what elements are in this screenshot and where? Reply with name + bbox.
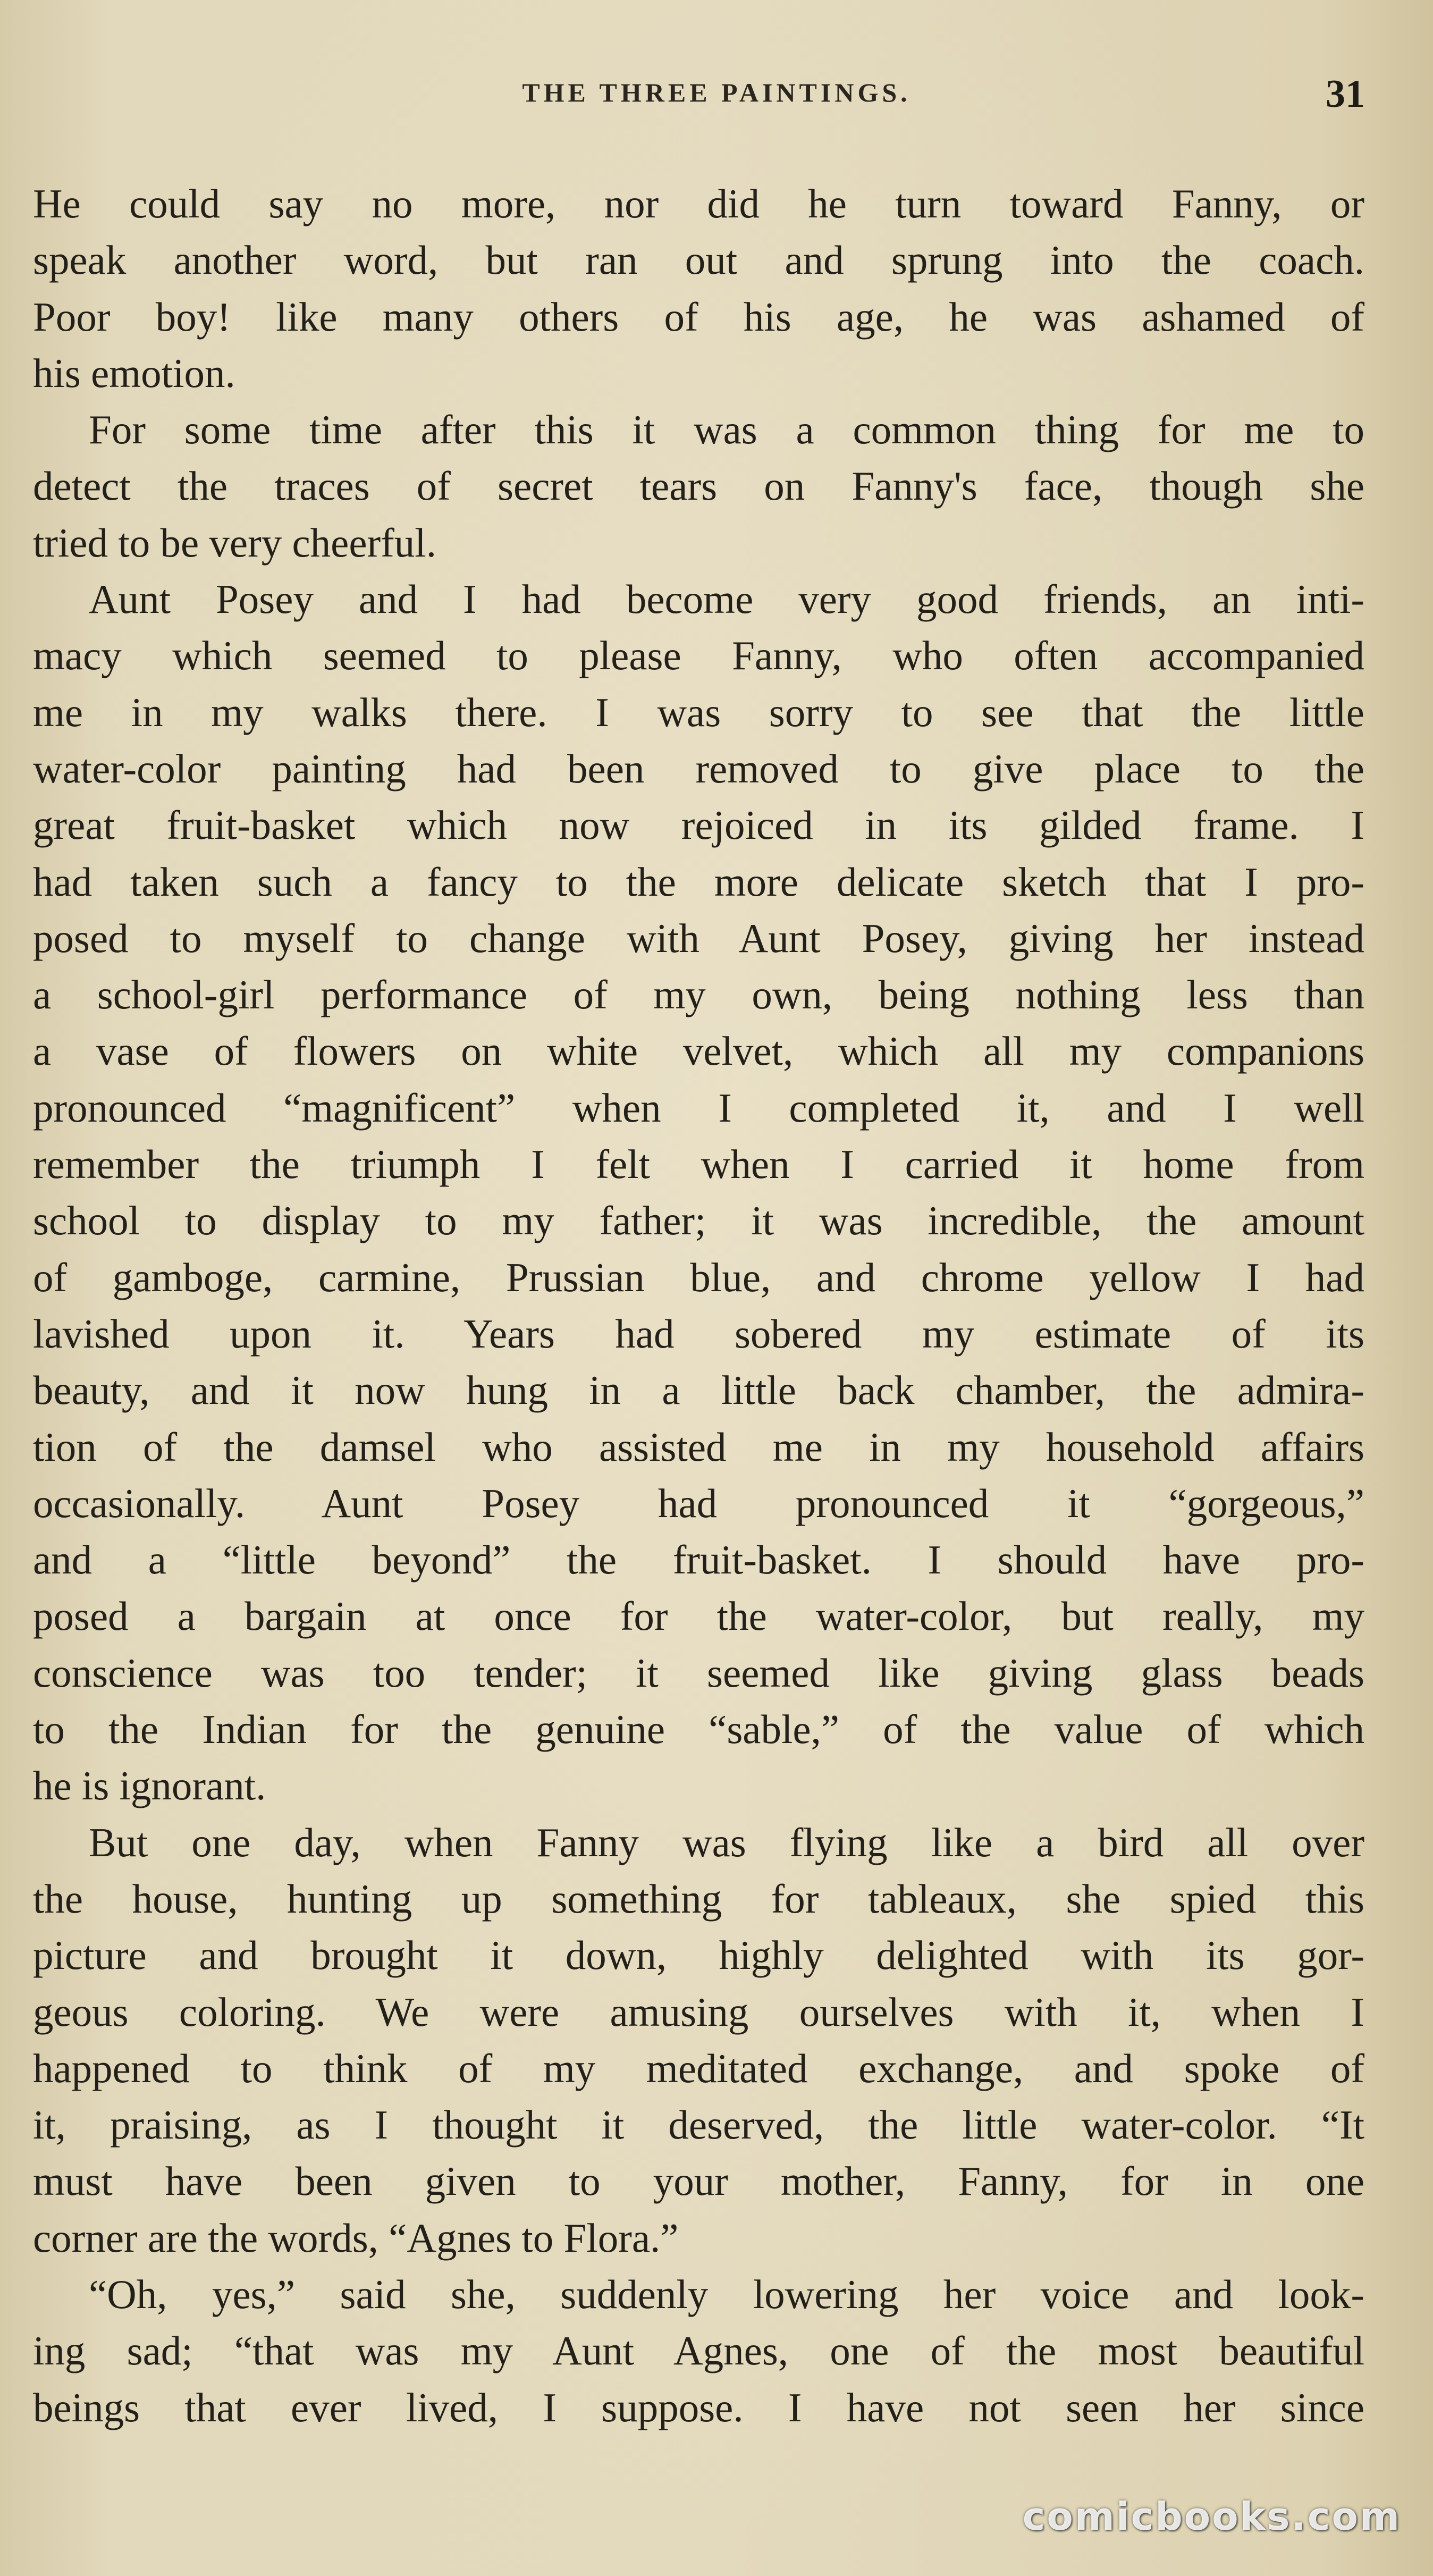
text-line: school to display to my father; it was incredible, the amount bbox=[33, 1198, 1364, 1244]
watermark: comicbooks.com bbox=[1022, 2494, 1401, 2539]
text-line: it, praising, as I thought it deserved, the little water-color. “It bbox=[33, 2102, 1364, 2148]
text-line: remember the triumph I felt when I carried it home from bbox=[33, 1141, 1364, 1188]
text-line: a vase of flowers on white velvet, which all my companions bbox=[33, 1028, 1364, 1074]
text-line: speak another word, but ran out and sprung into the coach. bbox=[33, 237, 1364, 283]
text-line: posed a bargain at once for the water-color, but really, my bbox=[33, 1593, 1364, 1639]
text-line: Poor boy! like many others of his age, he was ashamed of bbox=[33, 293, 1364, 340]
text-line: his emotion. bbox=[33, 350, 235, 396]
page-header bbox=[0, 72, 1433, 125]
text-line: must have been given to your mother, Fanny, for in one bbox=[33, 2158, 1364, 2204]
page-number: 31 bbox=[1326, 72, 1365, 116]
text-line: ing sad; “that was my Aunt Agnes, one of the most beautiful bbox=[33, 2328, 1364, 2374]
text-line: he is ignorant. bbox=[33, 1763, 266, 1809]
text-line: lavished upon it. Years had sobered my estimate of its bbox=[33, 1310, 1364, 1357]
text-line: pronounced “magnificent” when I completed it, and I well bbox=[33, 1084, 1364, 1131]
text-line: and a “little beyond” the fruit-basket. I should have pro- bbox=[33, 1537, 1364, 1583]
text-line: “Oh, yes,” said she, suddenly lowering her voice and look- bbox=[89, 2271, 1364, 2317]
running-title: THE THREE PAINTINGS. bbox=[522, 78, 911, 107]
text-line: beauty, and it now hung in a little back chamber, the admira- bbox=[33, 1367, 1364, 1413]
text-line: me in my walks there. I was sorry to see that the little bbox=[33, 689, 1364, 735]
text-line: tried to be very cheerful. bbox=[33, 519, 436, 566]
text-line: posed to myself to change with Aunt Posey, giving her instead bbox=[33, 915, 1364, 961]
text-line: tion of the damsel who assisted me in my household affairs bbox=[33, 1424, 1364, 1470]
text-line: happened to think of my meditated exchange, and spoke of bbox=[33, 2045, 1364, 2091]
text-line: geous coloring. We were amusing ourselves with it, when I bbox=[33, 1989, 1364, 2035]
body-text bbox=[33, 175, 1364, 2436]
text-line: of gamboge, carmine, Prussian blue, and chrome yellow I had bbox=[33, 1254, 1364, 1300]
text-line: a school-girl performance of my own, being nothing less than bbox=[33, 972, 1364, 1018]
text-line: great fruit-basket which now rejoiced in its gilded frame. I bbox=[33, 802, 1364, 848]
text-line: beings that ever lived, I suppose. I have not seen her since bbox=[33, 2384, 1364, 2430]
text-line: picture and brought it down, highly delighted with its gor- bbox=[33, 1932, 1364, 1979]
text-line: the house, hunting up something for tableaux, she spied this bbox=[33, 1875, 1364, 1922]
text-line: water-color painting had been removed to give place to the bbox=[33, 745, 1364, 792]
text-line: conscience was too tender; it seemed like giving glass beads bbox=[33, 1649, 1364, 1696]
text-line: But one day, when Fanny was flying like a bird all over bbox=[89, 1819, 1364, 1865]
text-line: had taken such a fancy to the more delicate sketch that I pro- bbox=[33, 858, 1364, 905]
text-line: For some time after this it was a common thing for me to bbox=[89, 407, 1364, 453]
text-line: detect the traces of secret tears on Fanny's face, though she bbox=[33, 463, 1364, 509]
text-line: corner are the words, “Agnes to Flora.” bbox=[33, 2215, 679, 2261]
text-line: occasionally. Aunt Posey had pronounced it “gorgeous,” bbox=[33, 1480, 1364, 1526]
text-line: Aunt Posey and I had become very good friends, an inti- bbox=[89, 576, 1364, 622]
text-line: to the Indian for the genuine “sable,” of the value of which bbox=[33, 1706, 1364, 1753]
text-line: macy which seemed to please Fanny, who often accompanied bbox=[33, 633, 1364, 679]
text-line: He could say no more, nor did he turn toward Fanny, or bbox=[33, 181, 1364, 226]
